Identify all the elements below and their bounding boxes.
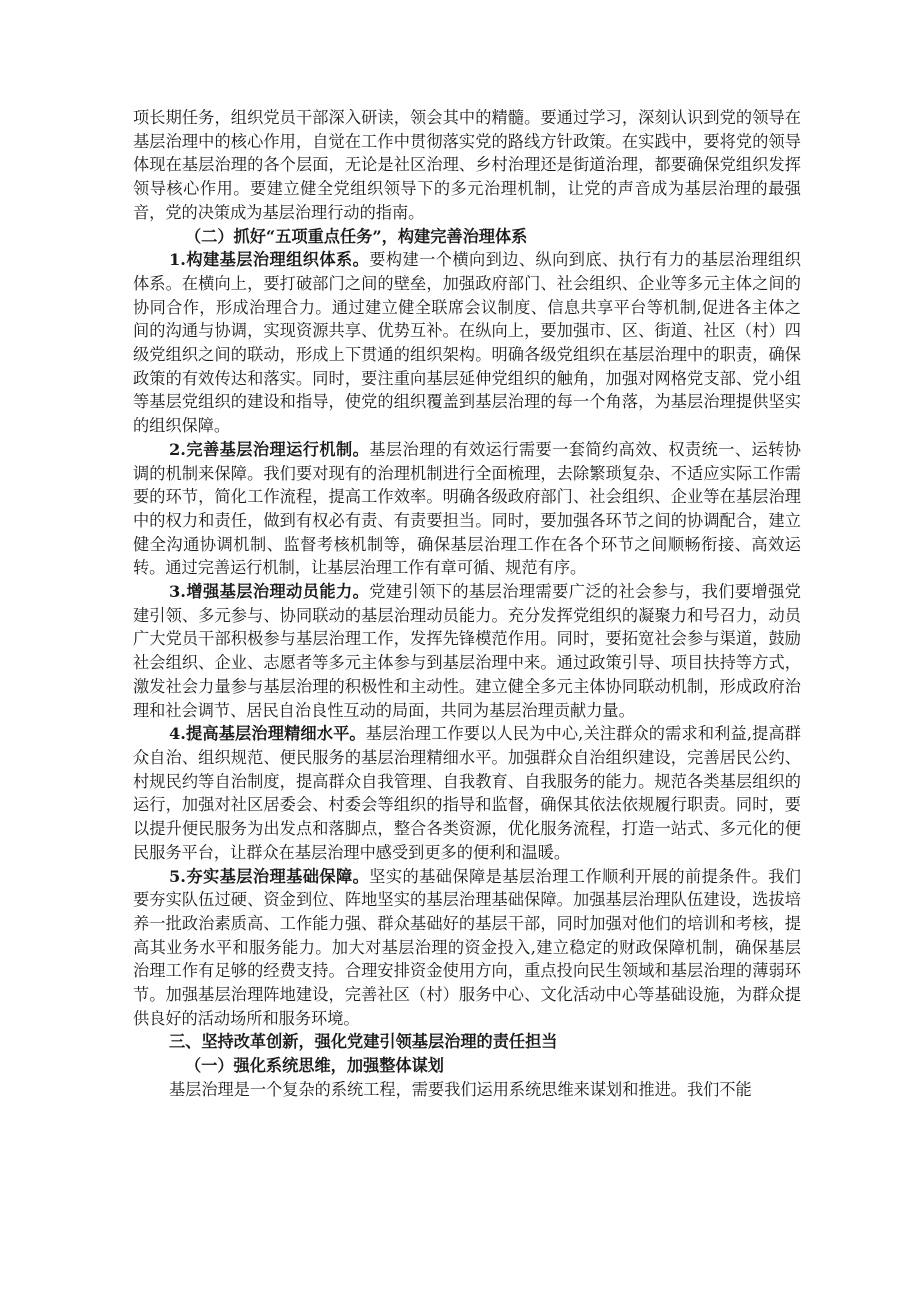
list-item-5 (133, 865, 801, 1031)
list-item-2 (133, 438, 801, 580)
paragraph-continuation: 项长期任务，组织党员干部深入研读，领会其中的精髓。要通过学习，深刻认识到党的领导在基层治理中的核心作用，自觉在工作中贯彻落实党的路线方针政策。在实践中，要将党的领导体现在基层治理的各个层面，无论是社区治理、乡村治理还是街道治理，都要确保党组织发挥领导核心作用。要建立健全党组织领导下的多元治理机制，让党的声音成为基层治理的最强音，党的决策成为基层治理行动的指南。 (133, 108, 801, 222)
item-4-body: 基层治理工作要以人民为中心,关注群众的需求和利益,提高群众自治、组织规范、便民服务的基层治理精细水平。加强群众自治组织建设，完善居民公约、村规民约等自治制度，提高群众自我管理、自我教育、自我服务的能力。规范各类基层组织的运行，加强对社区居委会、村委会等组织的指导和监督，确保其依法依规履行职责。同时，要以提升便民服务为出发点和落脚点，整合各类资源，优化服务流程，打造一站式、多元化的便民服务平台，让群众在基层治理中感受到更多的便利和温暖。 (133, 724, 801, 862)
item-1-body: 要构建一个横向到边、纵向到底、执行有力的基层治理组织体系。在横向上，要打破部门之间的壁垒，加强政府部门、社会组织、企业等多元主体之间的协同合作，形成治理合力。通过建立健全联席会议制度、信息共享平台等机制,促进各主体之间的沟通与协调，实现资源共享、优势互补。在纵向上，要加强市、区、街道、社区（村）四级党组织之间的联动，形成上下贯通的组织架构。明确各级党组织在基层治理中的职责，确保政策的有效传达和落实。同时，要注重向基层延伸党组织的触角，加强对网格党支部、党小组等基层党组织的建设和指导，使党的组织覆盖到基层治理的每一个角落，为基层治理提供坚实的组织保障。 (133, 250, 801, 436)
item-3-lead: 3.增强基层治理动员能力。 (169, 582, 370, 602)
paragraph-last: 基层治理是一个复杂的系统工程，需要我们运用系统思维来谋划和推进。我们不能 (169, 1079, 752, 1099)
item-2-body: 基层治理的有效运行需要一套简约高效、权责统一、运转协调的机制来保障。我们要对现有的治理机制进行全面梳理，去除繁琐复杂、不适应实际工作需要的环节，简化工作流程，提高工作效率。明确各级政府部门、社会组织、企业等在基层治理中的权力和责任，做到有权必有责、有责要担当。同时，要加强各环节之间的协调配合，建立健全沟通协调机制、监督考核机制等，确保基层治理工作在各个环节之间顺畅衔接、高效运转。通过完善运行机制，让基层治理工作有章可循、规范有序。 (133, 439, 801, 578)
document-page (133, 106, 801, 1102)
list-item-1 (133, 248, 801, 438)
item-3-body: 党建引领下的基层治理需要广泛的社会参与，我们要增强党建引领、多元参与、协同联动的基层治理动员能力。充分发挥党组织的凝聚力和号召力，动员广大党员干部积极参与基层治理工作，发挥先锋模范作用。同时，要拓宽社会参与渠道，鼓励社会组织、企业、志愿者等多元主体参与到基层治理中来。通过政策引导、项目扶持等方式，激发社会力量参与基层治理的积极性和主动性。建立健全多元主体协同联动机制，形成政府治理和社会调节、居民自治良性互动的局面，共同为基层治理贡献力量。 (133, 582, 801, 720)
item-4-lead: 4.提高基层治理精细水平。 (169, 724, 366, 744)
item-1-lead: 1.构建基层治理组织体系。 (169, 250, 370, 270)
section-heading-3: 三、坚持改革创新，强化党建引领基层治理的责任担当 (169, 1032, 558, 1052)
item-2-lead: 2.完善基层治理运行机制。 (169, 439, 370, 459)
item-5-lead: 5.夯实基层治理基础保障。 (169, 866, 370, 886)
list-item-4 (133, 722, 801, 864)
section-heading-2: （二）抓好“五项重点任务”，构建完善治理体系 (185, 226, 528, 246)
subsection-heading-3-1: （一）强化系统思维，加强整体谋划 (185, 1056, 444, 1076)
list-item-3 (133, 580, 801, 722)
item-5-body: 坚实的基础保障是基层治理工作顺利开展的前提条件。我们要夯实队伍过硬、资金到位、阵地坚实的基层治理基础保障。加强基层治理队伍建设，选拔培养一批政治素质高、工作能力强、群众基础好的基层干部，同时加强对他们的培训和考核，提高其业务水平和服务能力。加大对基层治理的资金投入,建立稳定的财政保障机制，确保基层治理工作有足够的经费支持。合理安排资金使用方向，重点投向民生领域和基层治理的薄弱环节。加强基层治理阵地建设，完善社区（村）服务中心、文化活动中心等基础设施，为群众提供良好的活动场所和服务环境。 (133, 866, 801, 1028)
